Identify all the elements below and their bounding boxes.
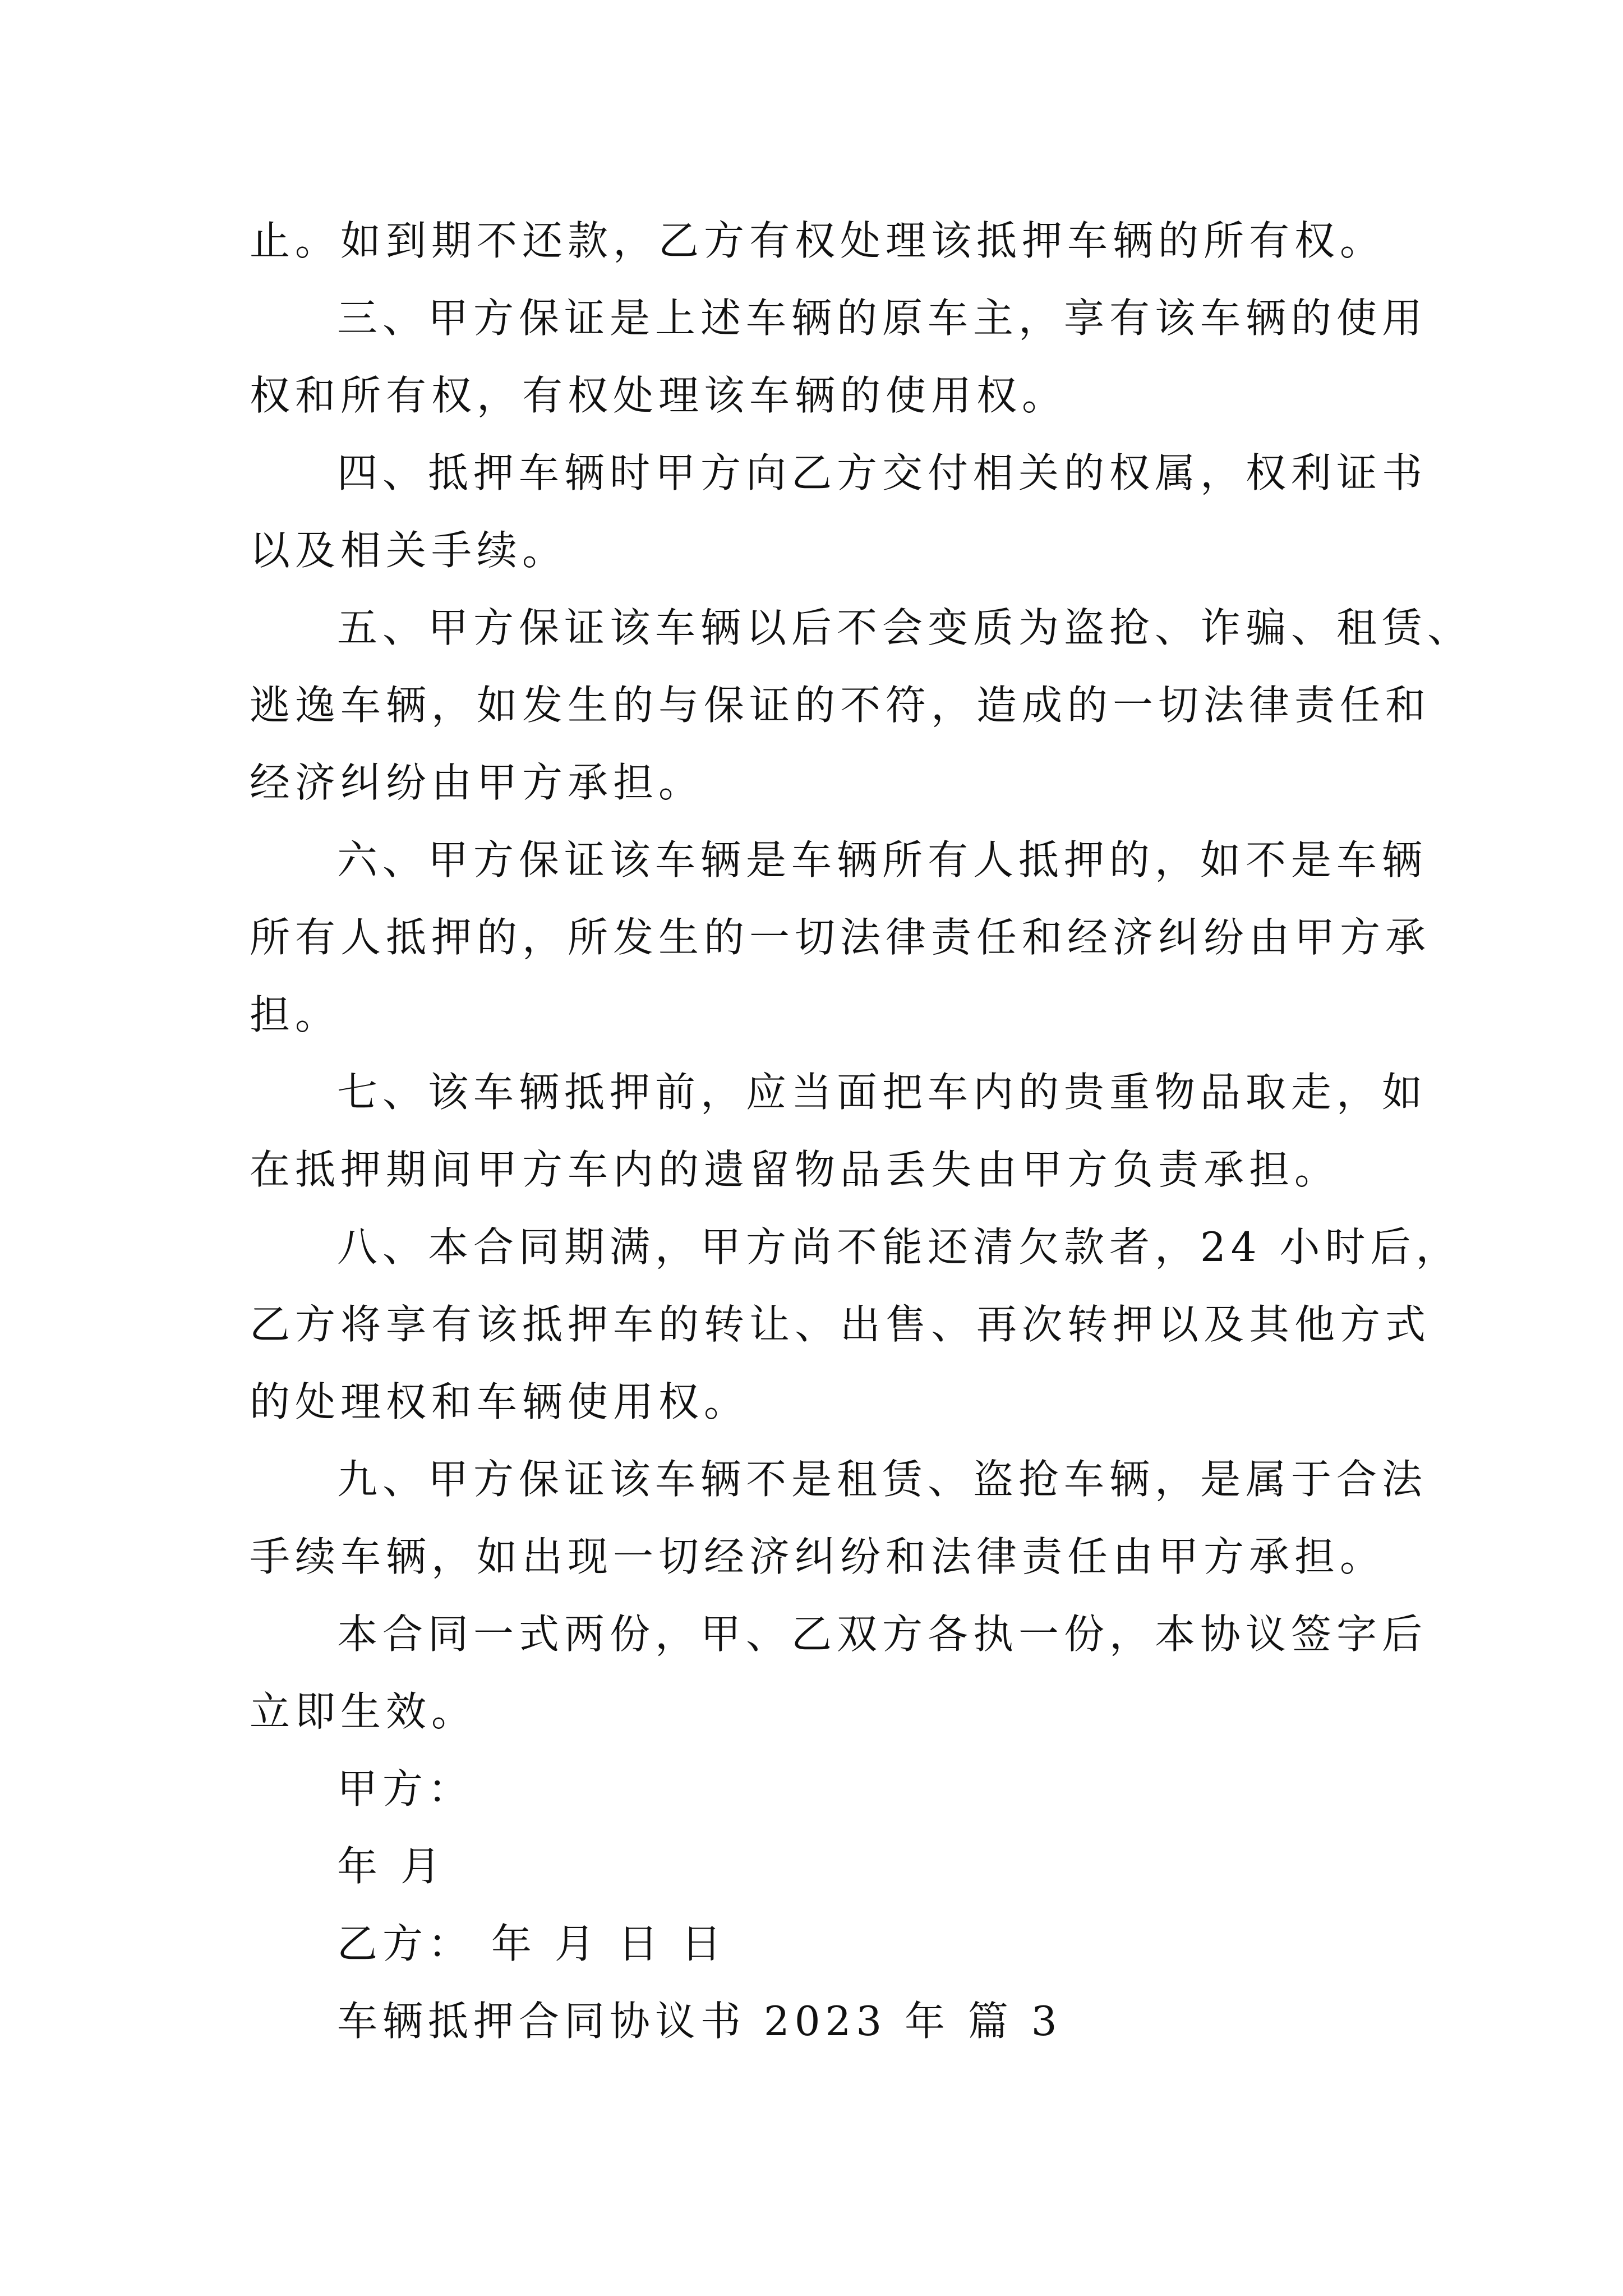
party-a-signature: 甲方： — [337, 1765, 474, 1812]
effectiveness-line-2: 立即生效。 — [250, 1688, 477, 1735]
clause-4-line-2: 以及相关手续。 — [250, 527, 568, 574]
text-line: 止。如到期不还款，乙方有权处理该抵押车辆的所有权。 — [250, 217, 1386, 264]
clause-7-line-2: 在抵押期间甲方车内的遗留物品丢失由甲方负责承担。 — [250, 1146, 1340, 1193]
clause-4-line-1: 四、抵押车辆时甲方向乙方交付相关的权属，权利证书 — [337, 449, 1428, 496]
clause-3-line-1: 三、甲方保证是上述车辆的原车主，享有该车辆的使用 — [337, 295, 1428, 342]
clause-8-line-2: 乙方将享有该抵押车的转让、出售、再次转押以及其他方式 — [250, 1301, 1431, 1348]
clause-7-line-1: 七、该车辆抵押前，应当面把车内的贵重物品取走，如 — [337, 1069, 1428, 1116]
clause-9-line-1: 九、甲方保证该车辆不是租赁、盗抢车辆，是属于合法 — [337, 1456, 1428, 1503]
clause-6-line-1: 六、甲方保证该车辆是车辆所有人抵押的，如不是车辆 — [337, 836, 1428, 884]
effectiveness-line-1: 本合同一式两份，甲、乙双方各执一份，本协议签字后 — [337, 1611, 1428, 1658]
clause-5-line-1: 五、甲方保证该车辆以后不会变质为盗抢、诈骗、租赁、 — [337, 604, 1473, 651]
clause-5-line-3: 经济纠纷由甲方承担。 — [250, 759, 704, 806]
clause-6-line-3: 担。 — [250, 991, 341, 1038]
clause-3-line-2: 权和所有权，有权处理该车辆的使用权。 — [250, 372, 1068, 419]
party-a-date: 年 月 — [337, 1843, 446, 1890]
clause-9-line-2: 手续车辆，如出现一切经济纠纷和法律责任由甲方承担。 — [250, 1533, 1386, 1580]
clause-6-line-2: 所有人抵押的，所发生的一切法律责任和经济纠纷由甲方承 — [250, 914, 1431, 961]
party-b-signature-date: 乙方： 年 月 日 日 — [337, 1920, 727, 1967]
clause-8-line-3: 的处理权和车辆使用权。 — [250, 1378, 750, 1425]
contract-text — [250, 202, 1473, 2060]
clause-8-line-1: 八、本合同期满，甲方尚不能还清欠款者，24 小时后， — [337, 1223, 1461, 1271]
next-section-title: 车辆抵押合同协议书 2023 年 篇 3 — [337, 1998, 1062, 2045]
clause-5-line-2: 逃逸车辆，如发生的与保证的不符，造成的一切法律责任和 — [250, 682, 1431, 729]
